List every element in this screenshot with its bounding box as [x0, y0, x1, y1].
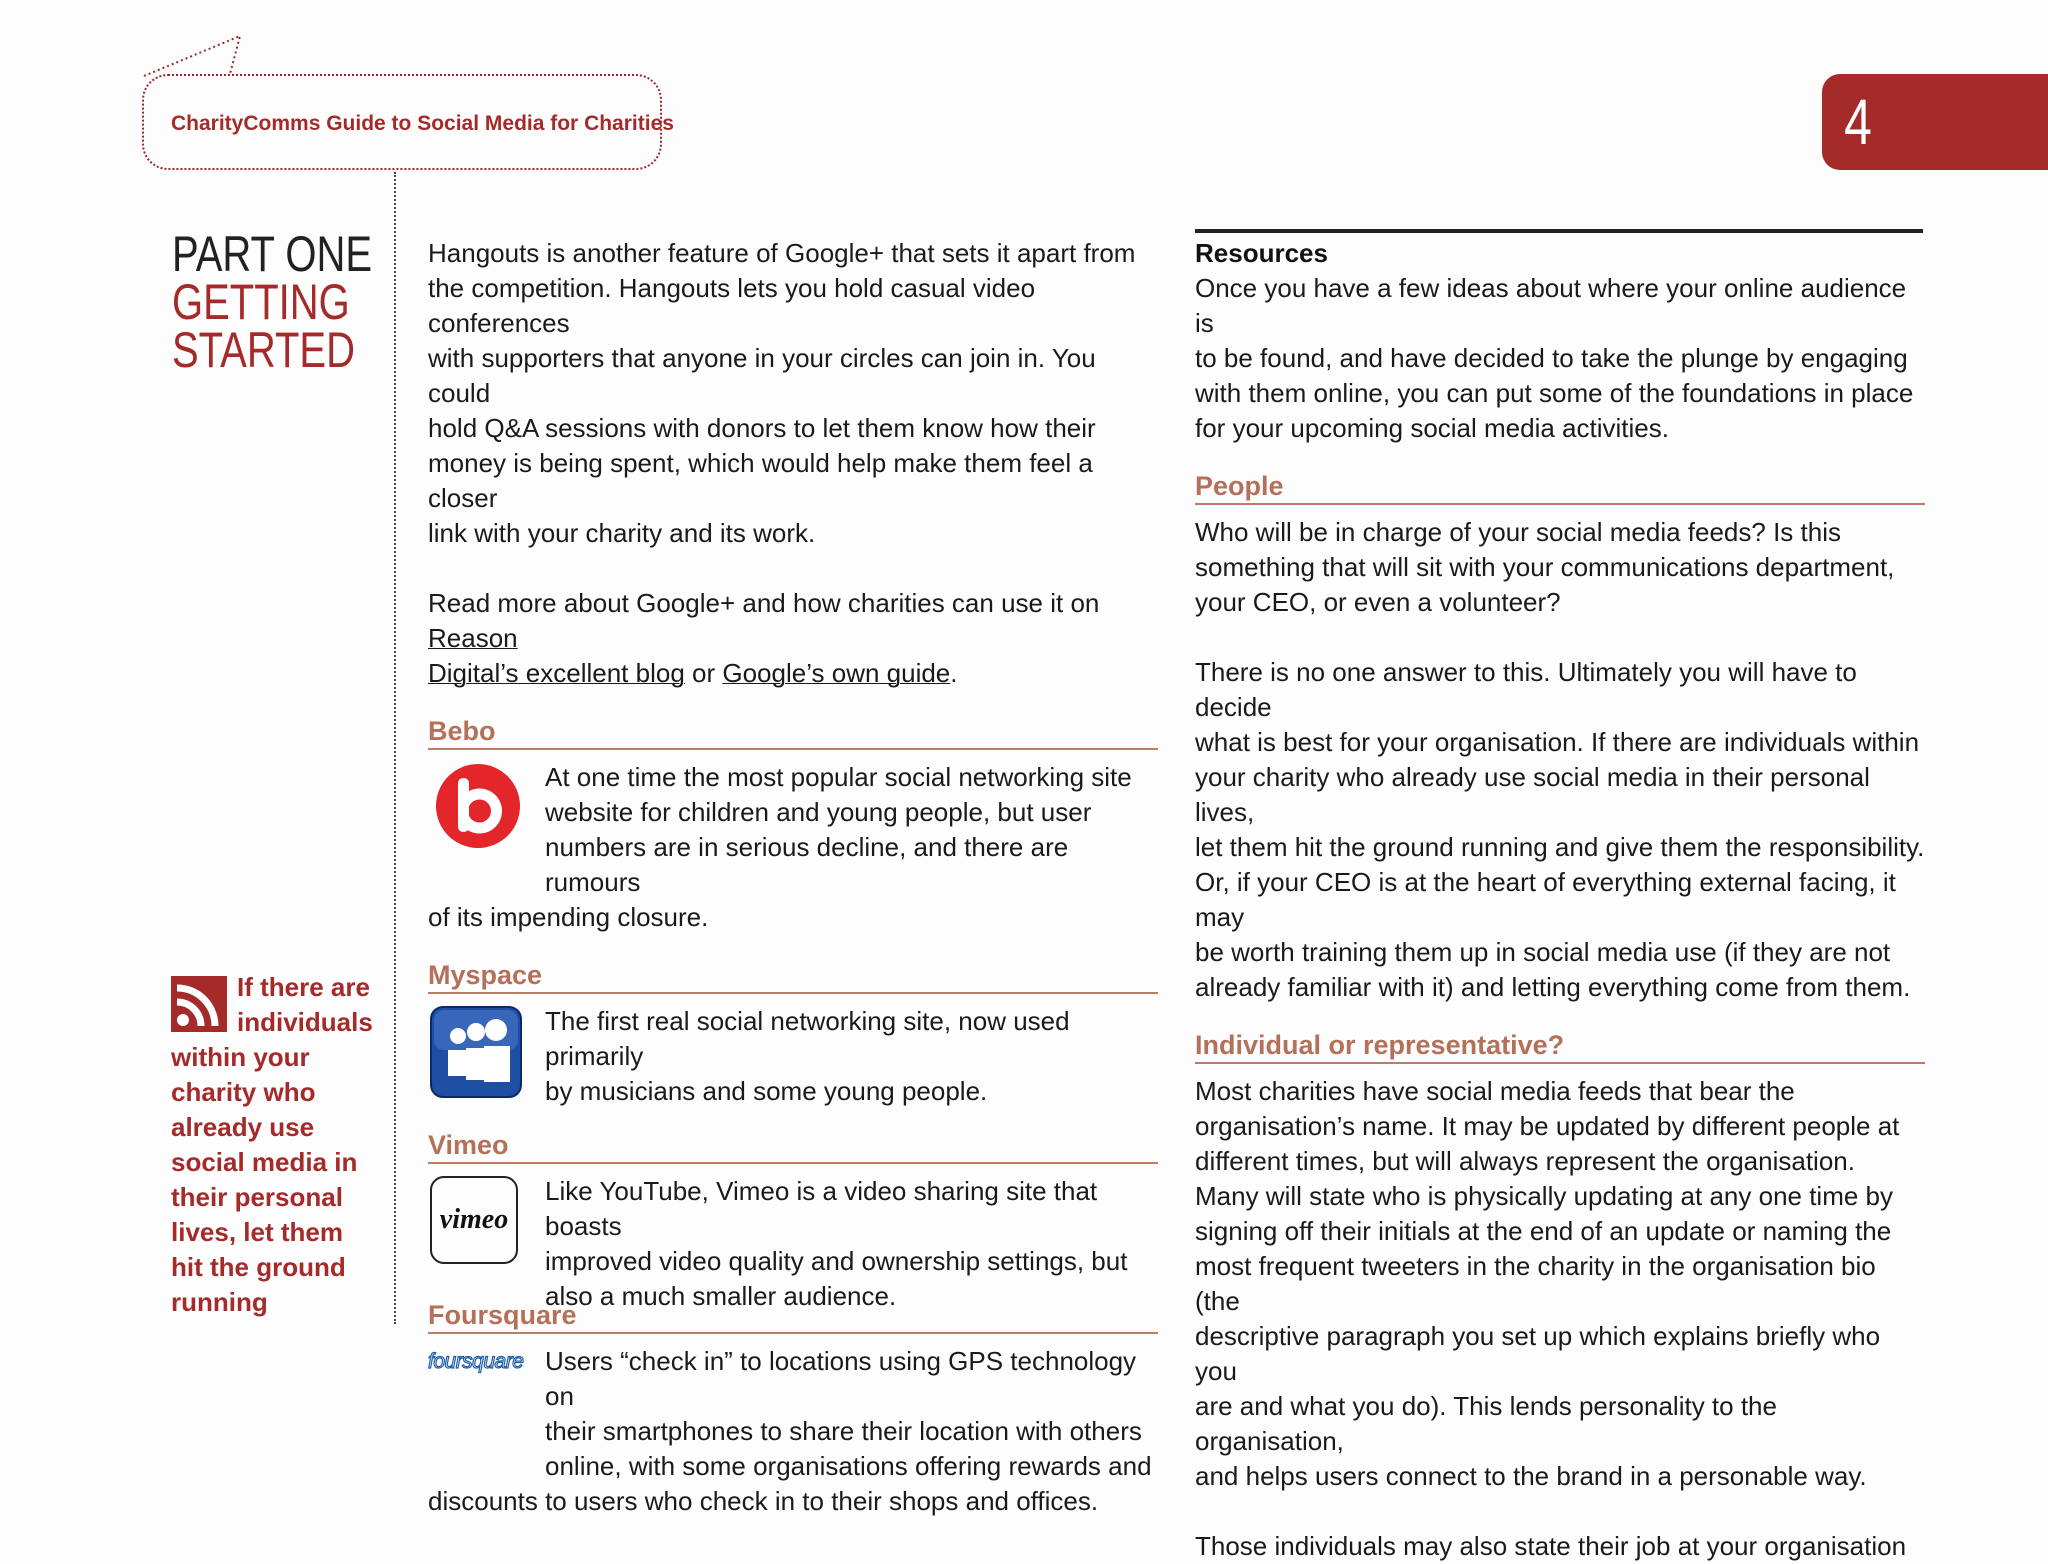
text-line: different times, but will always represent the organisation. [1195, 1146, 1855, 1176]
text-line: At one time the most popular social networking site [545, 762, 1132, 792]
column-resources [1195, 236, 1925, 1564]
pull-quote-line: individuals [237, 1007, 373, 1037]
pull-quote-line: their personal [171, 1182, 343, 1212]
pull-quote-line: If there are [237, 972, 370, 1002]
part-title-line1: PART ONE [172, 226, 373, 282]
foursquare-icon: foursquare [428, 1350, 524, 1373]
text-line: improved video quality and ownership settings, but [545, 1246, 1128, 1276]
section-heading-myspace: Myspace [428, 960, 543, 990]
text-line: of its impending closure. [428, 902, 709, 932]
text-line: the competition. Hangouts lets you hold casual video conferences [428, 273, 1036, 338]
text-line: already familiar with it) and letting everything come from them. [1195, 972, 1911, 1002]
text-line: Once you have a few ideas about where your online audience is [1195, 273, 1907, 338]
vimeo-icon: vimeo [430, 1176, 518, 1264]
vimeo-section [428, 1174, 1158, 1311]
section-rule [428, 748, 1158, 750]
text-line: organisation’s name. It may be updated by different people at [1195, 1111, 1900, 1141]
text-line: descriptive paragraph you set up which explains briefly who you [1195, 1321, 1881, 1386]
guide-title: CharityComms Guide to Social Media for Charities [171, 112, 674, 135]
text-line: money is being spent, which would help make them feel a closer [428, 448, 1093, 513]
text-line: Who will be in charge of your social media feeds? Is this [1195, 517, 1841, 547]
read-more-or: or [684, 658, 723, 688]
text-line: are and what you do). This lends personality to the organisation, [1195, 1391, 1777, 1456]
pull-quote-start [237, 970, 387, 1040]
pull-quote-line: already use [171, 1112, 315, 1142]
reason-digital-link-cont[interactable]: Digital’s excellent blog [428, 658, 685, 688]
pull-quote-line: social media in [171, 1147, 358, 1177]
text-line: their smartphones to share their location with others [545, 1416, 1142, 1446]
text-line: signing off their initials at the end of an update or naming the [1195, 1216, 1892, 1246]
text-line: Most charities have social media feeds that bear the [1195, 1076, 1795, 1106]
reason-digital-link[interactable]: Reason [428, 623, 518, 653]
section-rule [428, 1162, 1158, 1164]
google-guide-link[interactable]: Google’s own guide [722, 658, 951, 688]
text-line: Like YouTube, Vimeo is a video sharing site that boasts [545, 1176, 1098, 1241]
speech-bubble-tail [140, 30, 250, 80]
myspace-icon [430, 1006, 522, 1098]
text-line: let them hit the ground running and give them the responsibility. [1195, 832, 1925, 862]
page-number: 4 [1844, 86, 1872, 158]
resources-heading: Resources [1195, 238, 1328, 268]
text-line: Many will state who is physically updating at any one time by [1195, 1181, 1894, 1211]
text-line: most frequent tweeters in the charity in the organisation bio (the [1195, 1251, 1876, 1316]
text-line: with them online, you can put some of the foundations in place [1195, 378, 1914, 408]
bebo-icon [434, 762, 522, 850]
text-line: to be found, and have decided to take the plunge by engaging [1195, 343, 1908, 373]
text-line: online, with some organisations offering rewards and [545, 1451, 1152, 1481]
pull-quote-rest [171, 1040, 391, 1320]
text-line: for your upcoming social media activities. [1195, 413, 1669, 443]
text-line: by musicians and some young people. [545, 1076, 988, 1106]
section-heading-people: People [1195, 471, 1284, 501]
text-line: with supporters that anyone in your circles can join in. You could [428, 343, 1096, 408]
people-paragraph-2 [1195, 655, 1925, 1005]
part-title [172, 226, 373, 378]
text-line: link with your charity and its work. [428, 518, 816, 548]
individual-paragraph-2 [1195, 1529, 1925, 1564]
myspace-section [428, 1004, 1158, 1129]
text-line: Those individuals may also state their job at your organisation [1195, 1531, 1907, 1561]
section-rule [1195, 1062, 1925, 1064]
section-rule [1195, 503, 1925, 505]
section-heading-bebo: Bebo [428, 716, 496, 746]
text-line: numbers are in serious decline, and there are rumours [545, 832, 1069, 897]
text-line: your charity who already use social media in their personal lives, [1195, 762, 1870, 827]
foursquare-section [428, 1344, 1158, 1519]
text-line: and helps users connect to the brand in a personable way. [1195, 1461, 1867, 1491]
part-title-line3: STARTED [172, 322, 355, 378]
text-line: Hangouts is another feature of Google+ that sets it apart from [428, 238, 1136, 268]
section-rule [428, 992, 1158, 994]
text-line: Users “check in” to locations using GPS technology on [545, 1346, 1137, 1411]
pull-quote-line: running [171, 1287, 268, 1317]
text-line: also a much smaller audience. [545, 1281, 897, 1311]
pull-quote-line: within your [171, 1042, 310, 1072]
column-divider [394, 172, 396, 1324]
read-more-text: Read more about Google+ and how charities can use it on [428, 588, 1100, 618]
text-line: website for children and young people, but user [545, 797, 1092, 827]
text-line: The first real social networking site, now used primarily [545, 1006, 1070, 1071]
column-main [428, 236, 1158, 1519]
text-line: Or, if your CEO is at the heart of everything external facing, it may [1195, 867, 1896, 932]
individual-paragraph-1 [1195, 1074, 1925, 1494]
part-title-line2: GETTING [172, 274, 350, 330]
section-heading-foursquare: Foursquare [428, 1300, 577, 1330]
text-line: be worth training them up in social media use (if they are not [1195, 937, 1891, 967]
pull-quote-line: hit the ground [171, 1252, 346, 1282]
read-more-end: . [950, 658, 958, 688]
hangouts-paragraph [428, 236, 1158, 551]
section-heading-vimeo: Vimeo [428, 1130, 509, 1160]
rss-icon [171, 976, 227, 1032]
section-heading-individual: Individual or representative? [1195, 1030, 1565, 1060]
bebo-section [428, 760, 1158, 935]
text-line: discounts to users who check in to their shops and offices. [428, 1486, 1099, 1516]
resources-paragraph [1195, 271, 1925, 446]
text-line: something that will sit with your communications department, [1195, 552, 1895, 582]
text-line: what is best for your organisation. If there are individuals within [1195, 727, 1920, 757]
pull-quote-line: lives, let them [171, 1217, 343, 1247]
text-line: hold Q&A sessions with donors to let them know how their [428, 413, 1096, 443]
text-line: your CEO, or even a volunteer? [1195, 587, 1561, 617]
pull-quote-line: charity who [171, 1077, 316, 1107]
people-paragraph-1 [1195, 515, 1925, 620]
section-rule [428, 1332, 1158, 1334]
resources-top-rule [1195, 229, 1923, 233]
text-line: There is no one answer to this. Ultimately you will have to decide [1195, 657, 1857, 722]
read-more-paragraph [428, 586, 1158, 691]
